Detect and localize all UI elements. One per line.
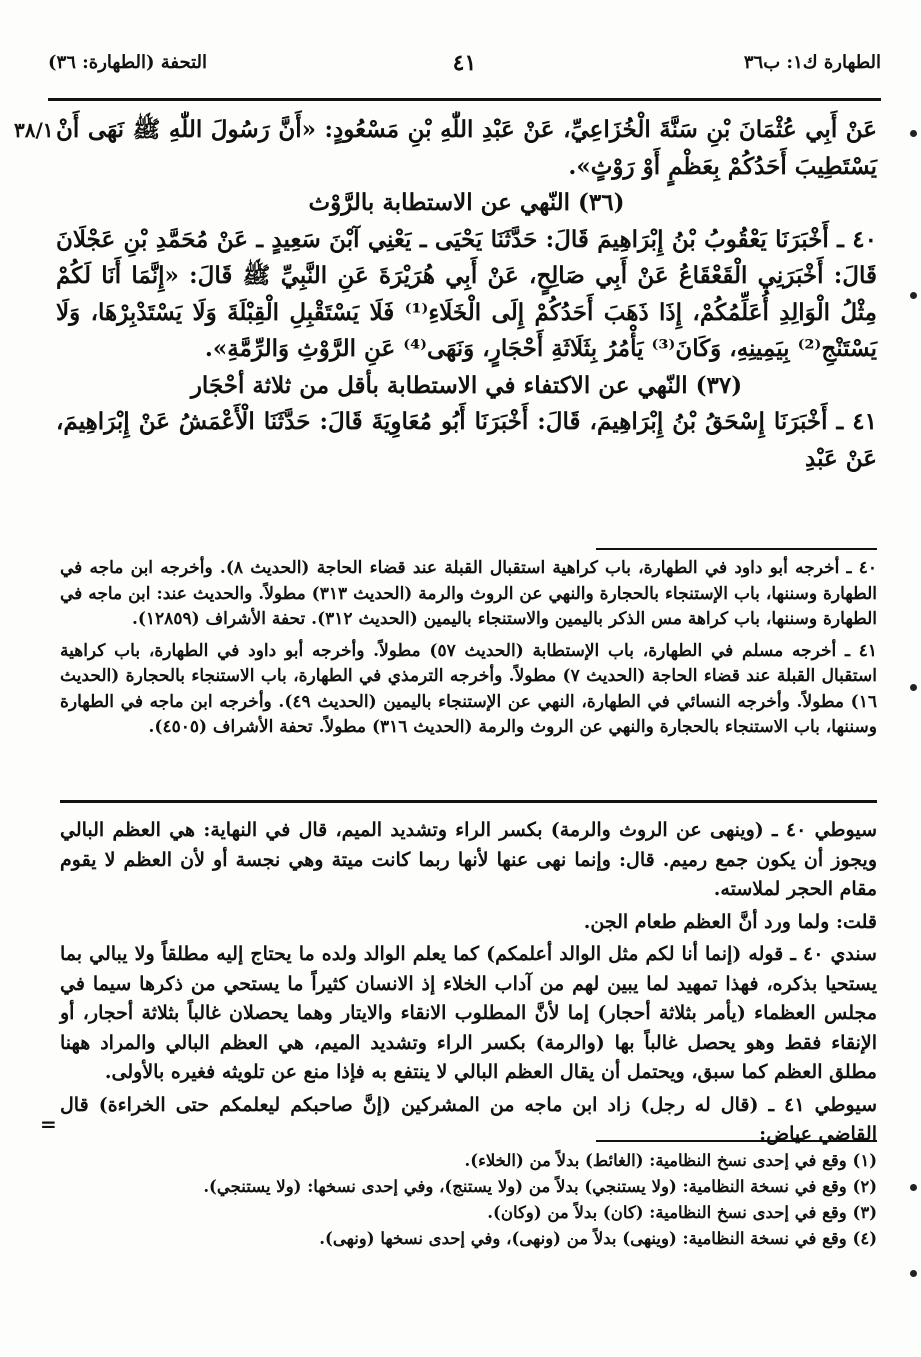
- commentary-separator: [60, 800, 877, 803]
- hadith-40: ٤٠ ـ أَخْبَرَنَا يَعْقُوبُ بْنُ إِبْرَاهِيمَ قَالَ: حَدَّثَنَا يَحْيَى ـ يَعْنِي آبْنَ سَعِيدٍ ـ عَنْ مُحَمَّدِ بْنِ عَجْلَانَ قَالَ: أَخْبَرَنِي الْقَعْقَاعُ عَنْ أَبِي صَالِحٍ، عَنْ أَبِي هُرَيْرَةَ عَنِ النَّبِيِّ ﷺ قَالَ: «إِنَّمَا أَنَا لَكُمْ مِثْلُ الْوَالِدِ أُعَلِّمُكُمْ، إِذَا ذَهَبَ أَحَدُكُمْ إِلَى الْخَلَاءِ⁽¹⁾ فَلَا يَسْتَقْبِلِ الْقِبْلَةَ وَلَا يَسْتَدْبِرْهَا، وَلَا يَسْتَنْجِ⁽²⁾ بِيَمِينِهِ، وَكَانَ⁽³⁾ يَأْمُرُ بِثَلَاثَةِ أَحْجَارٍ، وَنَهَى⁽⁴⁾ عَنِ الرَّوْثِ وَالرِّمَّةِ».: [56, 225, 877, 362]
- footnote-2: (٢) وقع في نسخة النظامية: (ولا يستنجي) بدلاً من (ولا يستنج)، وفي إحدى نسخها: (ولا يستنجي).: [203, 1177, 877, 1196]
- commentary-section: [60, 816, 877, 1153]
- hadith-continuation: عَنْ أَبِي عُثْمَانَ بْنِ سَنَّةَ الْخُزَاعِيِّ، عَنْ عَبْدِ اللّٰهِ بْنِ مَسْعُودٍ: «أَنَّ رَسُولَ اللّٰهِ ﷺ نَهَى أَنْ يَسْتَطِيبَ أَحَدُكُمْ بِعَظْمٍ أَوْ رَوْثٍ».: [56, 116, 877, 180]
- footnote-separator: [596, 1140, 877, 1142]
- suyuti-40: سيوطي ٤٠ ـ (وينهى عن الروث والرمة) بكسر الراء وتشديد الميم، قال في النهاية: هي العظم البالي ويجوز أن يكون جمع رميم. قال: وإنما نهى عنها لأنها ربما كانت ميتة وهي نجسة أو لأن العظم لا يقوم مقام الحجر لملاسته.: [60, 819, 877, 900]
- takhrij-separator: [596, 548, 877, 550]
- sindi-40: سندي ٤٠ ـ قوله (إنما أنا لكم مثل الوالد أعلمكم) كما يعلم الوالد ولده ما يحتاج إليه مطلقاً ولا يبالي بما يستحيا بذكره، فهذا تمهيد لما يبين لهم من آداب الخلاء إذ الانسان كثيراً ما يستحي من ذكرها سيما في مجلس العظماء (يأمر بثلاثة أحجار) إما لأنَّ المطلوب الانقاء والايتار وهما يحصلان غالباً بثلاثة أحجار، أو الإنقاء فقط وهو يحصل غالباً بها (والرمة) بكسر الراء وتشديد الميم، هي العظم البالي والمراد ههنا مطلق العظم كما سبق، ويحتمل أن يقال العظم البالي لا ينتفع به فإذا منع عن تلويثه فغيره بالأولى.: [60, 943, 877, 1083]
- header-tuhfa-ref: التحفة (الطهارة: ٣٦): [48, 52, 208, 73]
- suyuti-41: سيوطي ٤١ ـ (قال له رجل) زاد ابن ماجه من المشركين (إنَّ صاحبكم ليعلمكم حتى الخراءة) قال القاضي عياض:: [60, 1093, 877, 1145]
- continuation-mark: =: [40, 1112, 57, 1136]
- page-header: [48, 38, 881, 101]
- page-number: ٤١: [452, 50, 477, 76]
- margin-dot: [910, 1184, 917, 1191]
- main-text: [56, 112, 877, 477]
- footnote-4: (٤) وقع في نسخة النظامية: (وينهى) بدلاً من (ونهى)، وفي إحدى نسخها (ونهى).: [319, 1229, 877, 1248]
- margin-dot: [910, 684, 917, 691]
- margin-reference: ٣٨/١: [14, 118, 54, 142]
- hadith-41-start: ٤١ ـ أَخْبَرَنَا إِسْحَقُ بْنُ إِبْرَاهِيمَ، قَالَ: أَخْبَرَنَا أَبُو مُعَاوِيَةَ قَالَ: حَدَّثَنَا الْأَعْمَشُ عَنْ إِبْرَاهِيمَ، عَنْ عَبْدِ: [56, 408, 877, 472]
- takhrij-40: ٤٠ ـ أخرجه أبو داود في الطهارة، باب كراهية استقبال القبلة عند قضاء الحاجة (الحديث ٨). وأخرجه ابن ماجه في الطهارة وسننها، باب الإستنجاء بالحجارة والنهي عن الروث والرمة (الحديث ٣١٣) مطولاً. والحديث عند: ابن ماجه في الطهارة وسننها، باب كراهة مس الذكر باليمين والاستنجاء باليمين (الحديث ٣١٢). تحفة الأشراف (١٢٨٥٩).: [60, 558, 877, 629]
- footnote-1: (١) وقع في إحدى نسخ النظامية: (الغائط) بدلاً من (الخلاء).: [464, 1151, 877, 1170]
- footnote-3: (٣) وقع في إحدى نسخ النظامية: (كان) بدلاً من (وكان).: [487, 1203, 877, 1222]
- takhrij-notes: [60, 556, 877, 747]
- chapter-heading-36: (٣٦) النّهي عن الاستطابة بالرَّوْث: [308, 189, 625, 216]
- suyuti-40-note: قلت: ولما ورد أنَّ العظم طعام الجن.: [583, 910, 877, 933]
- footnotes: [200, 1148, 877, 1252]
- margin-dot: [910, 130, 917, 137]
- takhrij-41: ٤١ ـ أخرجه مسلم في الطهارة، باب الإستطابة (الحديث ٥٧) مطولاً. وأخرجه أبو داود في الطهارة، باب كراهية استقبال القبلة عند قضاء الحاجة (الحديث ٧) مطولاً. وأخرجه الترمذي في الطهارة، باب الاستنجاء بالحجارة (الحديث ١٦) مطولاً. وأخرجه النسائي في الطهارة، النهي عن الإستنجاء باليمين (الحديث ٤٩). وأخرجه ابن ماجه في الطهارة وسننها، باب الاستنجاء بالحجارة والنهي عن الروث والرمة (الحديث ٣١٦) مطولاً. تحفة الأشراف (٤٥٠٥).: [60, 640, 877, 737]
- header-chapter-ref: الطهارة ك١: ب٣٦: [743, 52, 881, 73]
- margin-dot: [910, 292, 917, 299]
- margin-dot: [910, 1270, 917, 1277]
- chapter-heading-37: (٣٧) النّهي عن الاكتفاء في الاستطابة بأقل من ثلاثة أحْجَار: [190, 371, 743, 399]
